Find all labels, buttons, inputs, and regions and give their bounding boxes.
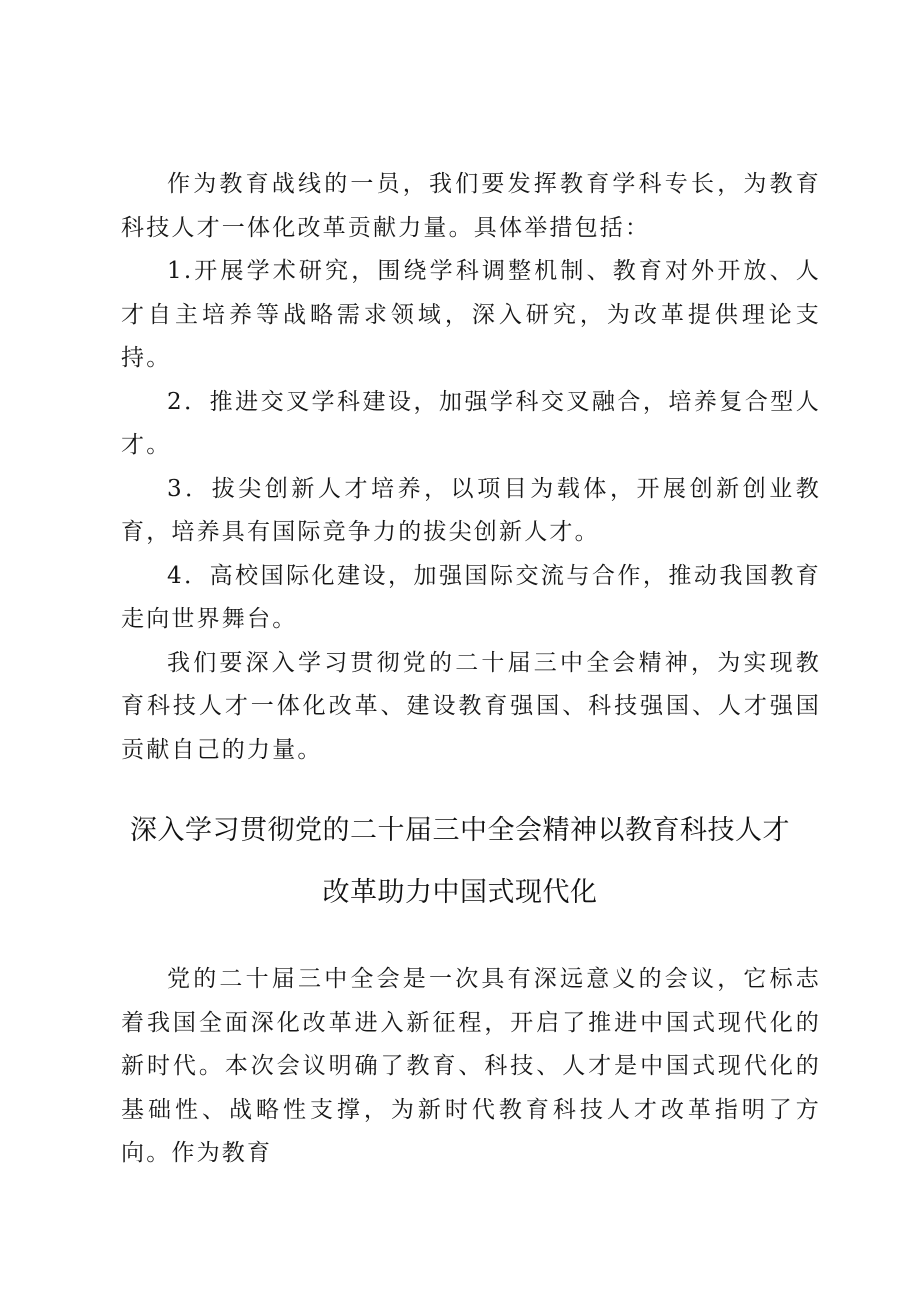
paragraph-item-4: 4．高校国际化建设，加强国际交流与合作，推动我国教育走向世界舞台。 (121, 562, 821, 632)
title-line-1: 深入学习贯彻党的二十届三中全会精神以教育科技人才 (130, 815, 790, 846)
title-line-2: 改革助力中国式现代化 (322, 877, 598, 908)
paragraph-item-1: 1.开展学术研究，围绕学科调整机制、教育对外开放、人才自主培养等战略需求领域，深入研究，为改革提供理论支持。 (121, 258, 821, 371)
paragraph-item-3: 3．拔尖创新人才培养，以项目为载体，开展创新创业教育，培养具有国际竞争力的拔尖创新人才。 (121, 475, 821, 545)
body-section-1 (121, 163, 821, 772)
paragraph-item-2: 2．推进交叉学科建设，加强学科交叉融合，培养复合型人才。 (121, 388, 821, 458)
paragraph-intro: 作为教育战线的一员，我们要发挥教育学科专长，为教育科技人才一体化改革贡献力量。具体举措包括： (121, 171, 821, 241)
article-title (100, 800, 820, 924)
paragraph-conclusion: 我们要深入学习贯彻党的二十届三中全会精神，为实现教育科技人才一体化改革、建设教育强国、科技强国、人才强国贡献自己的力量。 (121, 649, 821, 763)
body-section-2 (121, 958, 821, 1176)
paragraph-article-opening: 党的二十届三中全会是一次具有深远意义的会议，它标志着我国全面深化改革进入新征程，开启了推进中国式现代化的新时代。本次会议明确了教育、科技、人才是中国式现代化的基础性、战略性支撑，为新时代教育科技人才改革指明了方向。作为教育 (121, 966, 821, 1166)
